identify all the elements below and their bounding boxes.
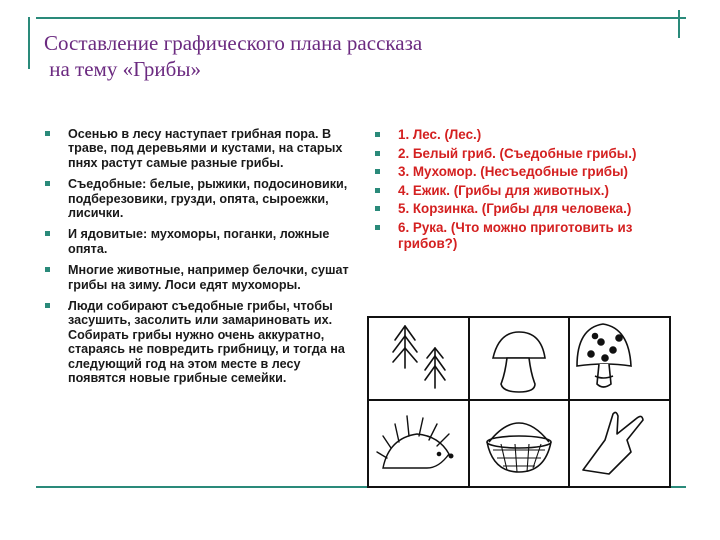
- story-paragraph-text: И ядовитые: мухоморы, поганки, ложные опята.: [68, 227, 330, 256]
- story-paragraph: [42, 127, 352, 170]
- story-paragraph-text: Люди собирают съедобные грибы, чтобы засушить, засолить или замариновать их. Собирать грибы нужно очень аккуратно, стараясь не повредить грибницу, и тогда на следующий год на этом месте в лесу появятся новые грибные семейки.: [68, 299, 345, 386]
- bullet-icon: [45, 131, 50, 136]
- bullet-icon: [45, 231, 50, 236]
- plan-item-text: 1. Лес. (Лес.): [398, 127, 482, 142]
- bullet-icon: [375, 169, 380, 174]
- plan-item-text: 3. Мухомор. (Несъедобные грибы): [398, 164, 628, 180]
- picture-plan-svg: [369, 318, 669, 486]
- story-paragraph-text: Многие животные, например белочки, сушат грибы на зиму. Лоси едят мухоморы.: [68, 263, 349, 292]
- hand-icon: [583, 412, 643, 474]
- story-text-list: [42, 127, 352, 393]
- bullet-icon: [45, 303, 50, 308]
- bullet-icon: [375, 151, 380, 156]
- plan-item: [372, 146, 672, 162]
- bullet-icon: [375, 188, 380, 193]
- plan-item: [372, 183, 672, 199]
- decorative-line-top: [36, 17, 686, 19]
- forest-icon: [393, 326, 445, 388]
- plan-item-text: 6. Рука. (Что можно приготовить из грибов?): [398, 219, 633, 251]
- bullet-icon: [45, 267, 50, 272]
- plan-item: [372, 127, 672, 143]
- picture-plan-grid: [367, 316, 671, 488]
- story-paragraph: [42, 263, 352, 292]
- basket-icon: [487, 423, 551, 472]
- decorative-line-right: [678, 10, 680, 38]
- hedgehog-icon: [377, 416, 453, 468]
- plan-item-text: 4. Ежик. (Грибы для животных.): [398, 182, 609, 198]
- white-mushroom-icon: [493, 332, 545, 392]
- bullet-icon: [375, 206, 380, 211]
- story-paragraph: [42, 299, 352, 385]
- slide-title: [44, 30, 664, 82]
- story-paragraph: [42, 177, 352, 220]
- fly-agaric-icon: [577, 324, 631, 387]
- story-paragraph: [42, 227, 352, 256]
- plan-item: [372, 201, 672, 217]
- bullet-icon: [375, 132, 380, 137]
- plan-item: [372, 220, 672, 251]
- plan-item: [372, 164, 672, 180]
- bullet-icon: [45, 181, 50, 186]
- slide-title-line-2: на тему «Грибы»: [44, 57, 201, 81]
- story-paragraph-text: Съедобные: белые, рыжики, подосиновики, подберезовики, грузди, опята, сыроежки, лисички.: [68, 177, 348, 221]
- plan-item-text: 2. Белый гриб. (Съедобные грибы.): [398, 145, 637, 161]
- bullet-icon: [375, 225, 380, 230]
- slide-title-line-1: Составление графического плана рассказа: [44, 31, 423, 55]
- story-paragraph-text: Осенью в лесу наступает грибная пора. В траве, под деревьями и кустами, на старых пнях растут самые разные грибы.: [68, 127, 343, 170]
- decorative-line-left: [28, 17, 30, 69]
- plan-item-text: 5. Корзинка. (Грибы для человека.): [398, 201, 632, 217]
- graphic-plan-list: [372, 127, 672, 254]
